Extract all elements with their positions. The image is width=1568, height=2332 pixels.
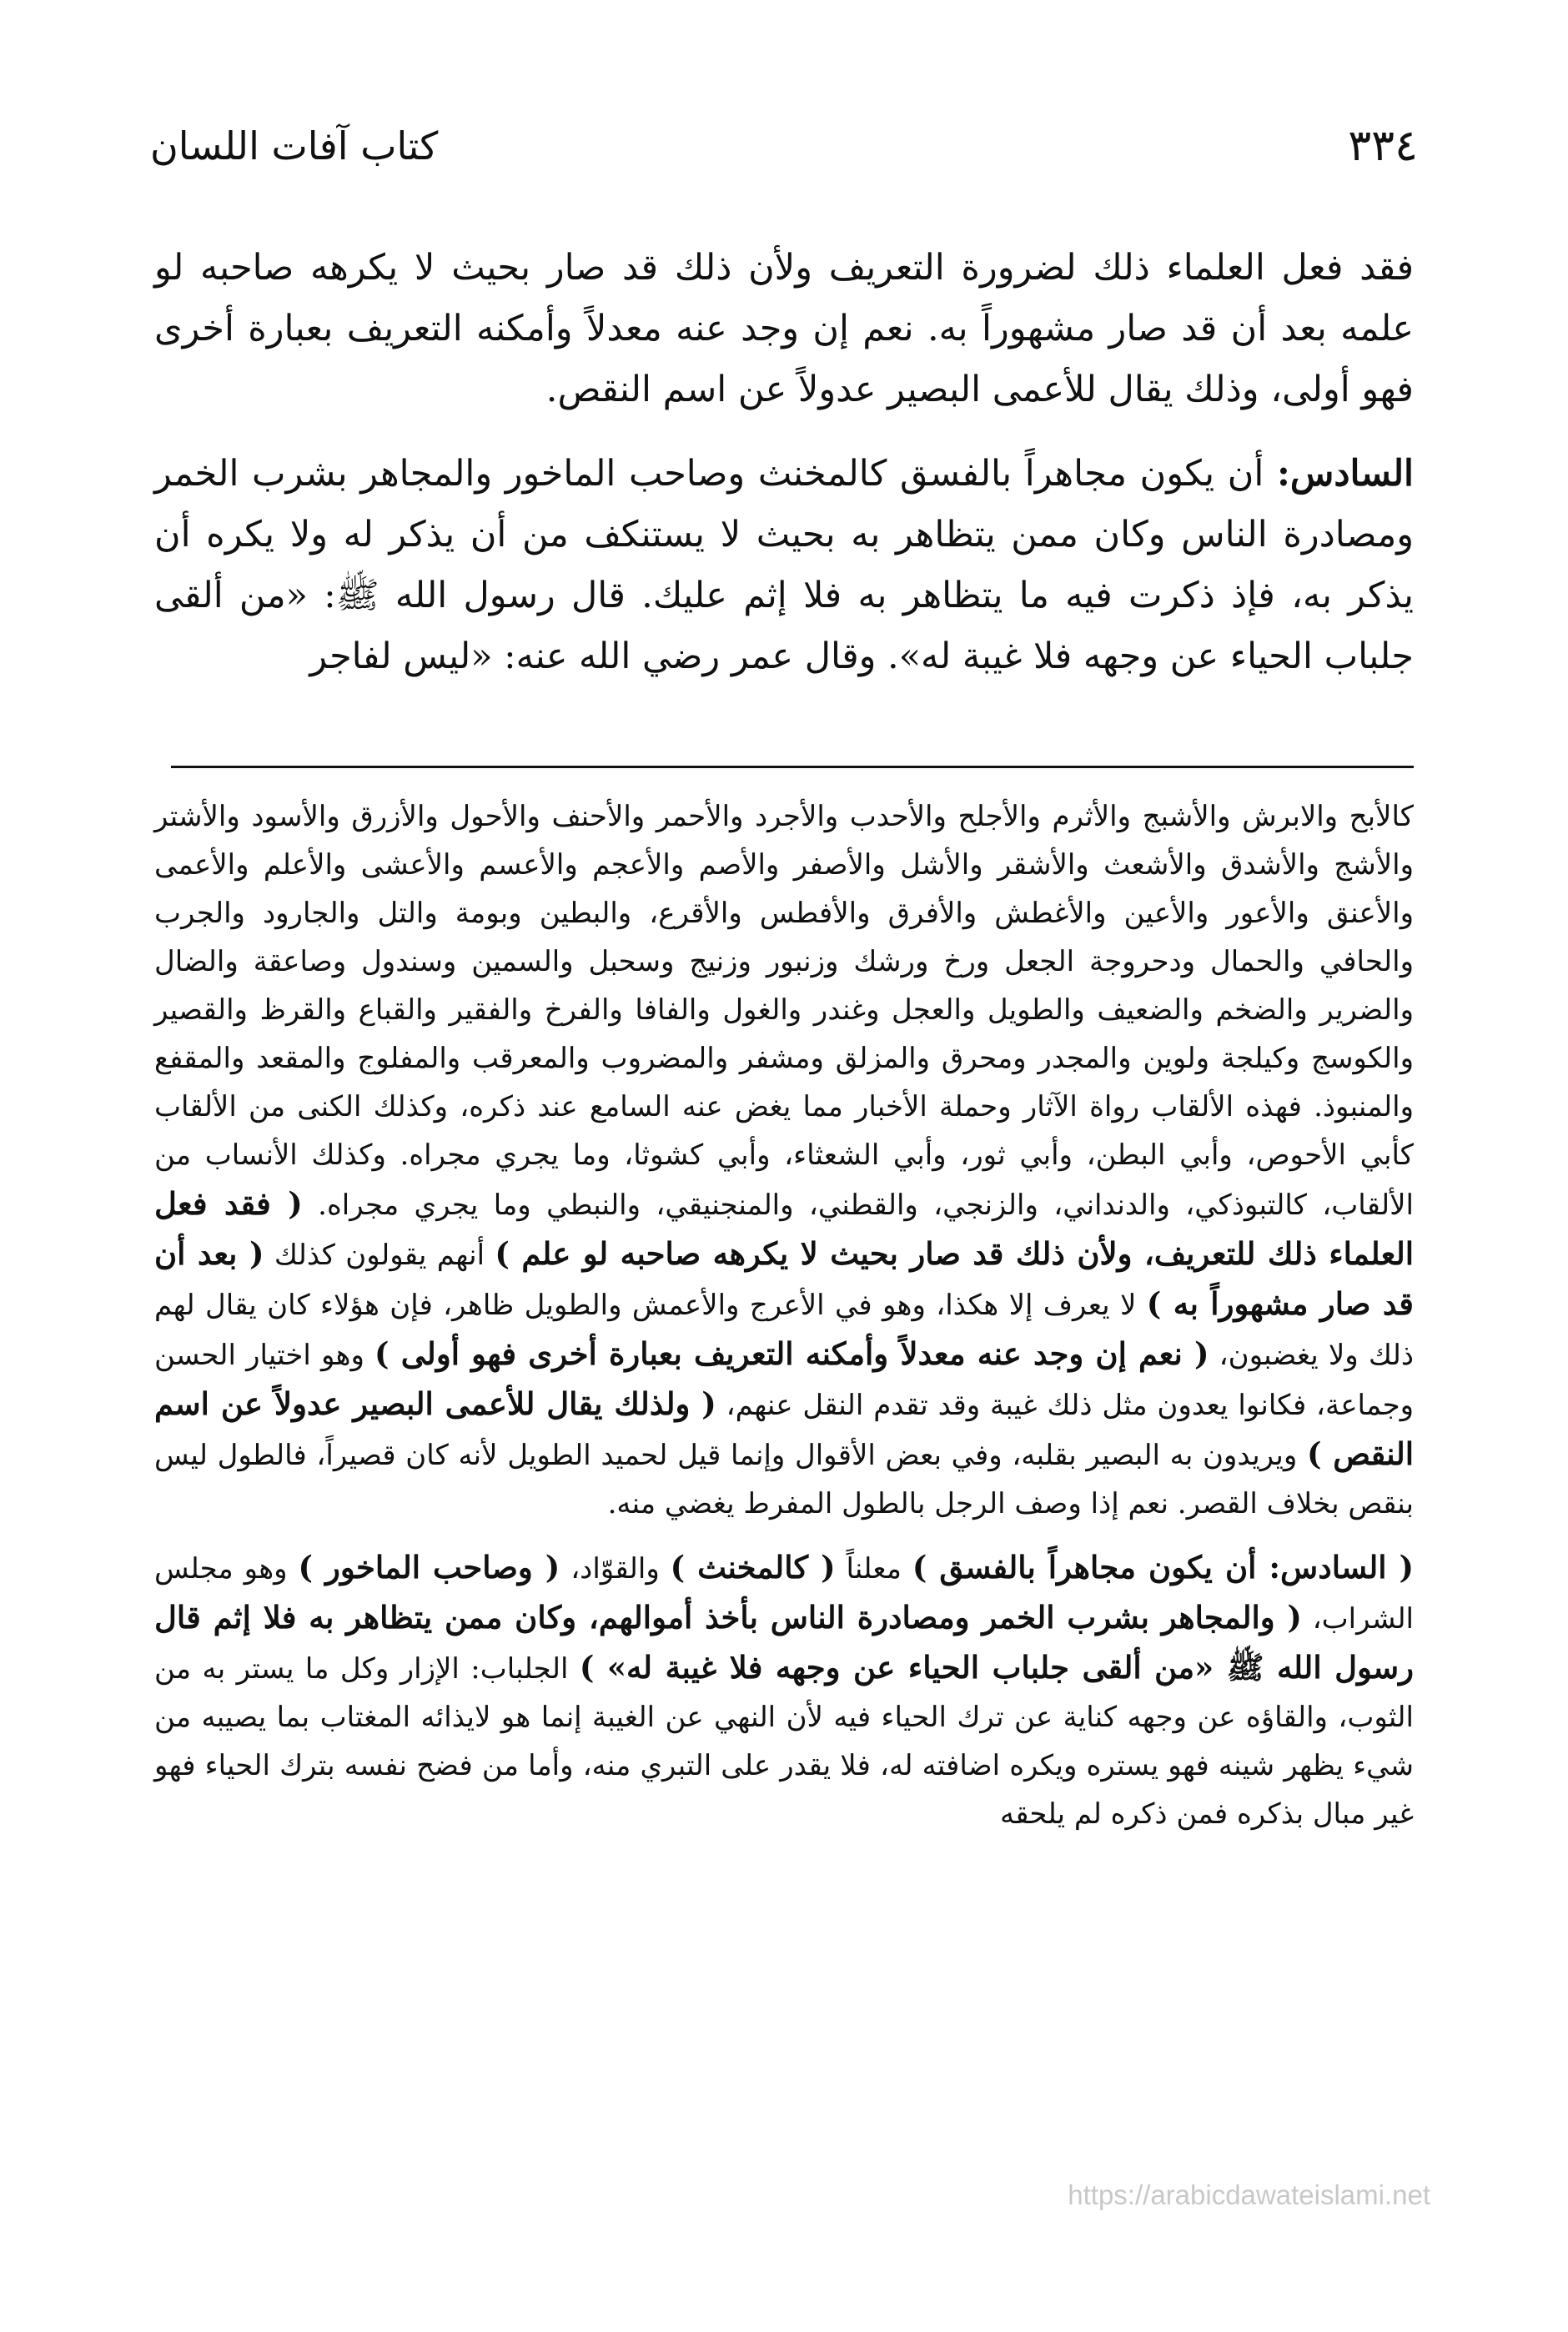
main-paragraph-2-text: أن يكون مجاهراً بالفسق كالمخنث وصاحب الماخور والمجاهر بشرب الخمر ومصادرة الناس وكان ممن يتظاهر به بحيث لا يستنكف من أن يذكر له ولا يكره أن يذكر به، فإذ ذكرت فيه ما يتظاهر به فلا إثم عليك. قال رسول الله ﷺ: «من ألقى جلباب الحياء عن وجهه فلا غيبة له». وقال عمر رضي الله عنه: «ليس لفاجر (154, 453, 1414, 677)
commentary-paragraph-2 (154, 1543, 1414, 1838)
commentary-text (154, 792, 1414, 1853)
commentary-quoted-run: ( السادس: أن يكون مجاهراً بالفسق ) (912, 1549, 1415, 1586)
commentary-text-run: ويريدون به البصير بقلبه، وفي بعض الأقوال وإنما قيل لحميد الطويل لأنه كان قصيراً، فالطول ليس بنقص بخلاف القصر. نعم إذا وصف الرجل بالطول المفرط يغضي منه. (154, 1439, 1414, 1520)
commentary-text-run: أنهم يقولون كذلك (264, 1239, 495, 1272)
main-paragraph-2 (154, 444, 1414, 687)
commentary-quoted-run: ( فقد فعل العلماء ذلك للتعريف، ولأن ذلك قد صار بحيث لا يكرهه صاحبه لو علم ) (154, 1185, 1414, 1272)
commentary-text-run: وهو مجلس الشراب، (154, 1552, 1414, 1636)
commentary-quoted-run: ( كالمخنث ) (670, 1549, 836, 1586)
commentary-text-run: كالأبح والابرش والأشبج والأثرم والأجلح والأحدب والأجرد والأحمر والأحنف والأحول والأزرق والأسود والأشتر والأشج والأشدق والأشعث والأشقر والأشل والأصفر والأصم والأعجم والأعسم والأعشى والأعلم والأعمى والأعنق والأعور والأعين والأغطش والأفرق والأفطس والأقرع، والبطين وبومة والتل والجارود والجرب والحافي والحمال ودحروجة الجعل ورخ ورشك وزنبور وزنيج وسحبل والسمين وسندول وصاعقة والضال والضرير والضخم والضعيف والطويل والعجل وغندر والغول والفافا والفرخ والفقير والقباع والقرظ والقصير والكوسج وكيلجة ولوين والمجدر ومحرق والمزلق ومشفر والمضروب والمعرقب والمفلوج والمقعد والمقفع والمنبوذ. فهذه الألقاب رواة الآثار وحملة الأخبار مما يغض عنه السامع عند ذكره، وكذلك الكنى من الألقاب كأبي الأحوص، وأبي البطن، وأبي ثور، وأبي الشعثاء، وأبي كشوثا، وما يجري مجراه. وكذلك الأنساب من الألقاب، كالتبوذكي، والدنداني، والزنجي، والقطني، والمنجنيقي، والنبطي وما يجري مجراه. (154, 800, 1414, 1222)
section-term-sixth: السادس: (1276, 453, 1414, 495)
commentary-text-run: الجلباب: الإزار وكل ما يستر به من الثوب، والقاؤه عن وجهه كناية عن ترك الحياء فيه لأن النهي عن الغيبة إنما هو لايذائه المغتاب بما يصيبه من شيء يظهر شينه فهو يستره ويكره اضافته له، فلا يقدر على التبري منه، وأما من فضح نفسه بترك الحياء فهو غير مبال بذكره فمن ذكره لم يلحقه (154, 1652, 1414, 1831)
commentary-text-run: لا يعرف إلا هكذا، وهو في الأعرج والأعمش والطويل ظاهر، فإن هؤلاء كان يقال لهم ذلك ولا يغضبون، (154, 1289, 1414, 1372)
main-text (154, 238, 1414, 711)
running-title: كتاب آفات اللسان (150, 123, 439, 168)
page-number: ٣٣٤ (1348, 121, 1418, 171)
commentary-quoted-run: ( بعد أن قد صار مشهوراً به ) (154, 1235, 1414, 1322)
watermark-url: https://arabicdawateislami.net (1068, 2179, 1430, 2210)
page-header (150, 113, 1418, 179)
commentary-quoted-run: ( وصاحب الماخور ) (298, 1549, 560, 1586)
main-paragraph-1: فقد فعل العلماء ذلك لضرورة التعريف ولأن ذلك قد صار بحيث لا يكرهه صاحبه لو علمه بعد أن قد صار مشهوراً به. نعم إن وجد عنه معدلاً وأمكنه التعريف بعبارة أخرى فهو أولى، وذلك يقال للأعمى البصير عدولاً عن اسم النقص. (154, 247, 1414, 410)
commentary-paragraph-1 (154, 792, 1414, 1528)
commentary-quoted-run: ( والمجاهر بشرب الخمر ومصادرة الناس بأخذ أموالهم، وكان ممن يتظاهر به فلا إثم قال رسول الله ﷺ «من ألقى جلباب الحياء عن وجهه فلا غيبة له» ) (154, 1599, 1414, 1686)
footnote-divider (171, 766, 1414, 768)
commentary-quoted-run: ( نعم إن وجد عنه معدلاً وأمكنه التعريف بعبارة أخرى فهو أولى ) (374, 1335, 1209, 1372)
commentary-text-run: والقوّاد، (560, 1552, 671, 1586)
commentary-text-run: معلناً (835, 1552, 912, 1586)
commentary-quoted-run: ( ولذلك يقال للأعمى البصير عدولاً عن اسم النقص ) (154, 1385, 1414, 1472)
commentary-text-run: وهو اختيار الحسن وجماعة، فكانوا يعدون مثل ذلك غيبة وقد تقدم النقل عنهم، (154, 1339, 1415, 1422)
